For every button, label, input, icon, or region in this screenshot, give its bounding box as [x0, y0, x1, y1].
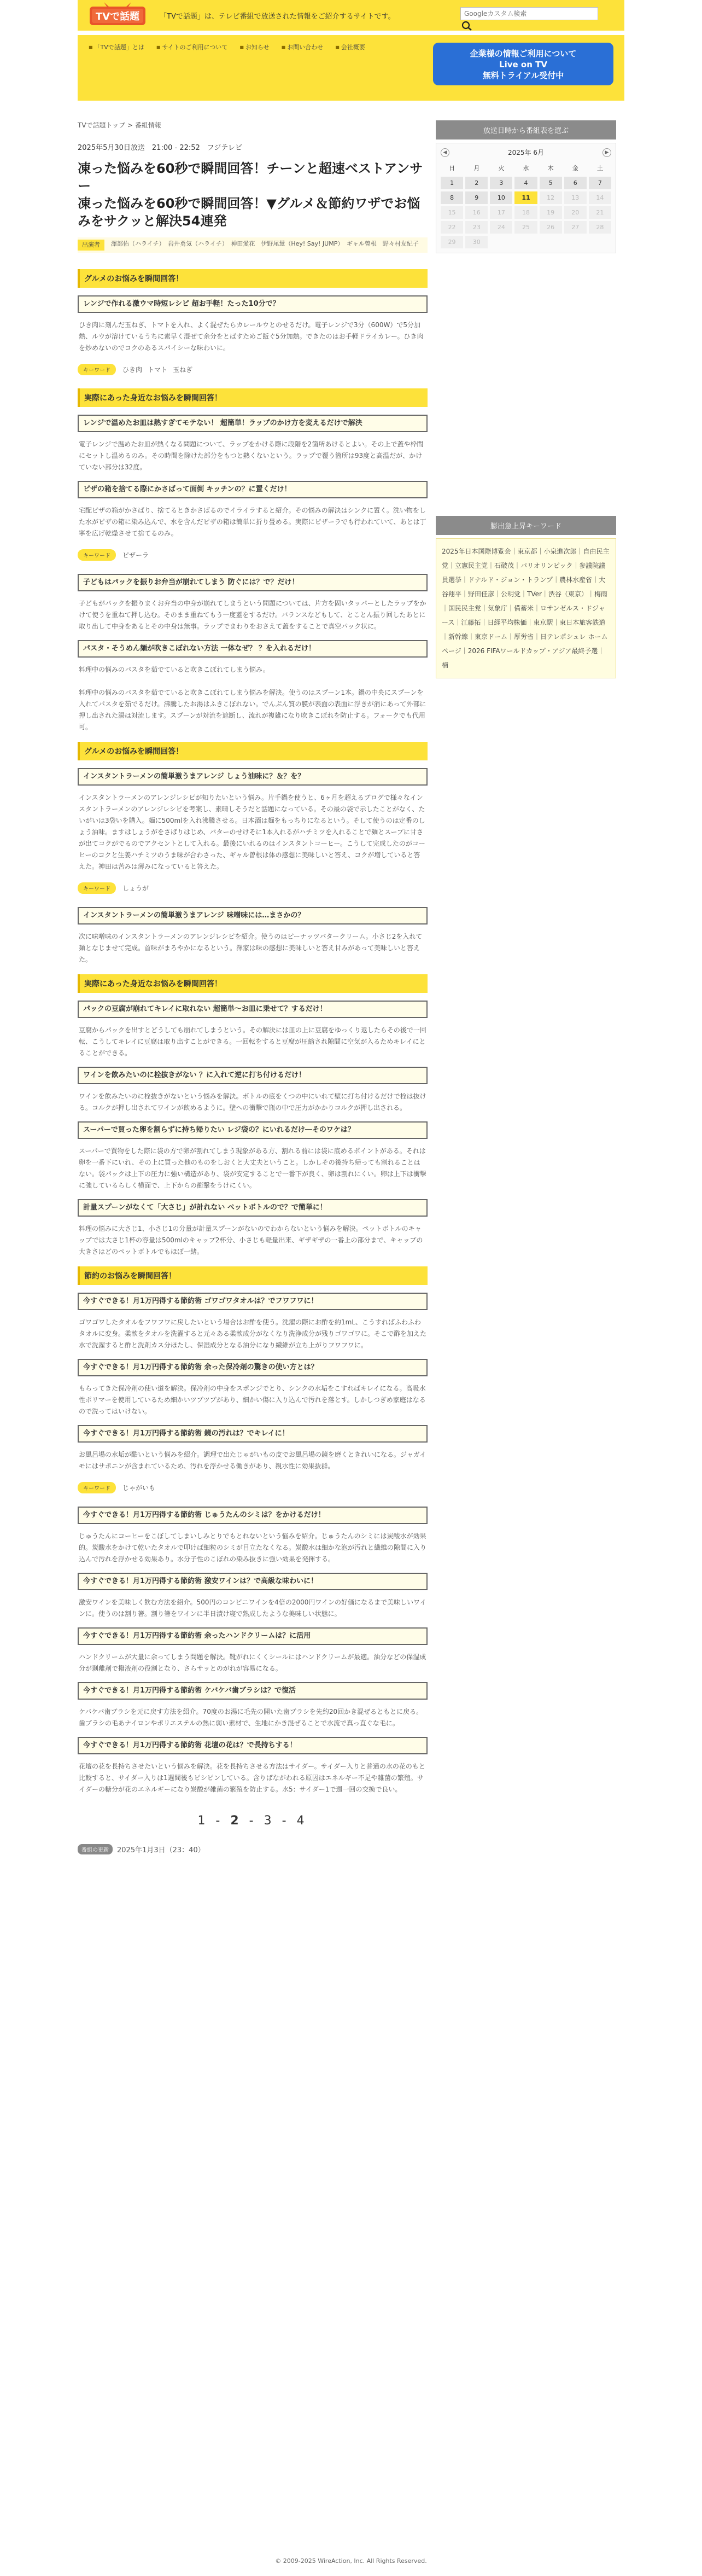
topic-body: 豆腐からパックを出すとどうしても崩れてしまうという。その解決には皿の上に豆腐をゆっくり返したらその後で一回転、こうしてキレイに豆腐は取り出すことができる。一回転をすると豆腐が圧縮され隙間に空気が入るためキレイにとることができる。	[79, 1026, 426, 1057]
page-link[interactable]: 4	[296, 1814, 308, 1828]
cast-row	[78, 237, 428, 253]
updated-label: 番組の更新	[78, 1844, 113, 1854]
calendar-day: 21	[589, 206, 611, 219]
keywords-list[interactable]: 2025年日本国際博覧会｜東京都｜小泉進次郎｜自由民主党｜立憲民主党｜石破茂｜パリオリンピック｜参議院議員選挙｜ドナルド・ジョン・トランプ｜農林水産省｜大谷翔平｜野田佳彦｜公明党｜TVer｜渋谷（東京）｜梅雨｜国民民主党｜気象庁｜備蓄米｜ロサンゼルス・ドジャース｜江藤拓｜日経平均株価｜東京駅｜東日本旅客鉄道｜新幹線｜東京ドーム｜厚労省｜日テレポシュレ ホームページ｜2026 FIFAワールドカップ・アジア最終予選｜楠	[436, 538, 616, 678]
pagination: 1 - 2 - 3 - 4	[197, 1814, 308, 1828]
topic-title: インスタントラーメンの簡単激うまアレンジ 味噌味には…まさかの？	[78, 907, 428, 924]
keyword-label: キーワード	[78, 1482, 116, 1493]
topic-title: 今すぐできる！月1万円得する節約術 花壇の花は？で長持ちする！	[78, 1737, 428, 1754]
calendar-day: 14	[589, 191, 611, 204]
banner-line: Live on TV	[499, 60, 547, 69]
keyword-link[interactable]: 玉ねぎ	[173, 366, 193, 374]
topic-title: 子どもはパックを振りお弁当が崩れてしまう 防ぐには？で？だけ！	[78, 574, 428, 591]
nav-link-usage[interactable]: ■ サイトのご利用について	[156, 43, 228, 51]
calendar-day[interactable]: 5	[540, 177, 562, 189]
topic-title: 今すぐできる！月1万円得する節約術 激安ワインは？で高級な味わいに！	[78, 1573, 428, 1590]
topic-title: ワインを飲みたいのに栓抜きがない ？に入れて逆に打ち付けるだけ！	[78, 1067, 428, 1084]
topic-title: ピザの箱を捨てる際にかさばって面倒 キッチンの？に置くだけ！	[78, 481, 428, 498]
calendar-weekday: 水	[523, 165, 529, 172]
topic-title: レンジで作れる激ウマ時短レシピ 超お手軽！たった10分で？	[78, 295, 428, 313]
calendar-day: 30	[465, 236, 488, 248]
calendar-day[interactable]: 11	[514, 191, 537, 204]
calendar-day: 15	[441, 206, 463, 219]
calendar-day: 22	[441, 221, 463, 234]
calendar-weekday: 金	[572, 165, 578, 172]
section-head: 実際にあった身近なお悩みを瞬間回答！	[78, 388, 428, 407]
keyword-row	[78, 882, 428, 894]
topic-title: インスタントラーメンの簡単激うまアレンジ しょう油味に？＆？を？	[78, 768, 428, 786]
calendar-day[interactable]: 6	[564, 177, 587, 189]
keyword-link[interactable]: じゃがいも	[122, 1484, 156, 1492]
topic-body: 電子レンジで温めたお皿が熱くなる問題について、ラップをかける際に段階を2箇所あけるとよい。その上で蓋や枠間にセットし温めるのみ。その時間を除けた部分をもつと熱くないという。ラップで覆う箇所は93度と高温だが、かけていない部分は32度。	[79, 440, 424, 471]
cast-label: 出演者	[78, 240, 104, 251]
page-link[interactable]: 1	[197, 1814, 209, 1828]
logo-text: TVで話題	[95, 11, 140, 22]
keyword-row	[78, 364, 428, 375]
section-head: 実際にあった身近なお悩みを瞬間回答！	[78, 974, 428, 993]
calendar-day: 25	[514, 221, 537, 234]
topic-title: 計量スプーンがなくて「大さじ」が計れない ペットボトルので？で簡単に！	[78, 1199, 428, 1217]
keyword-link[interactable]: ひき肉	[122, 366, 143, 374]
topic-body: ゴワゴワしたタオルをフワフワに戻したいという場合はお酢を使う。洗濯の際にお酢を約1mL、こうすればふわふわタオルに変身。柔軟をタオルを洗濯すると元々ある柔軟成分がなくなり洗浄成分が残りゴワゴワに。そこで酢を加えた水で洗濯すると酢と洗剤カス分ほたし、保湿成分となる油分になり繊維が立ち上がりフワフワに。	[79, 1318, 427, 1349]
calendar-weekday: 土	[596, 165, 603, 172]
main-content	[78, 120, 428, 1854]
calendar-day[interactable]: 1	[441, 177, 463, 189]
search-icon[interactable]	[460, 21, 473, 31]
keyword-label: キーワード	[78, 364, 116, 375]
section-head: 節約のお悩みを瞬間回答！	[78, 1266, 428, 1285]
nav-link-about[interactable]: ■ 「TVで話題」とは	[89, 43, 144, 51]
calendar-weekday: 日	[449, 165, 455, 172]
page	[78, 0, 624, 2565]
topic-body: インスタントラーメンのアレンジレシピが知りたいという悩み。片手鍋を使うと、6ヶ月を超えるブログで様々なインスタントラーメンのアレンジレシピを考案し、素晴しそうだと話題になっている。その最の袋で示したことがなく、たいがいは3袋いを購入。麺に500mlを入れ沸騰させる。日本酒は麺をもっちりになるという。そして使うのは定番のしょう油味。ますはしょうがをさばりはじめ、バターのせけそに1本入れるがハチミツを入れることで麺とスープに甘さが出てコクがでるのでアクセントとして入れる。最後にいれるのはインスタントコーヒー。こうして完成したのがコーヒーのコクと生姜ハチミツのうま味が合わさった、ギャル曽根は体の感想に美味しいと答え、コクが増していると答えた。神田は苦みは薄みになっていると答えた。	[79, 794, 425, 870]
topic-title: レンジで温めたお皿は熱すぎてモテない！ 超簡単！ラップのかけ方を変えるだけで解決	[78, 415, 428, 432]
topic-body: もらってきた保冷剤の使い道を解決。保冷剤の中身をスポンジでとり、シンクの水垢をこすればキレイになる。高吸水性ポリマーを使用しているため細かいツブツブがあり、細かい傷に入り込んで汚れを落とす。しかしつぎめ家庭はなるので洗ってはいけない。	[79, 1385, 426, 1415]
topic-body: お風呂場の水垢が酷いという悩みを紹介。調理で出たじゃがいもの皮でお風呂場の鏡を磨くときれいになる。ジャガイモにはサポニンが含まれているため、汚れを浮かせる働きがあり、親水性に効果抜群。	[79, 1451, 426, 1470]
calendar-top	[441, 148, 611, 157]
chevron-left-icon[interactable]: ◀	[441, 148, 449, 157]
page-title: 凍った悩みを60秒で瞬間回答！チーンと超速ベストアンサー 凍った悩みを60秒で瞬間回答！▼グルメ＆節約ワザでお悩みをサクッと解決54連発	[78, 161, 423, 229]
site-header	[78, 0, 624, 31]
enterprise-banner[interactable]	[433, 43, 613, 85]
calendar-month: 2025年 6月	[508, 149, 544, 156]
topic-body: 次に味噌味のインスタントラーメンのアレンジレシピを紹介。使うのはピーナッツバタークリーム。小さじ2を入れて麺となじませて完成。首味がまろやかになるという。澤家は味の感想に美味しいと答え甘みがあって美味しいと答えた。	[79, 933, 423, 963]
section-head: グルメのお悩みを瞬間回答！	[78, 742, 428, 760]
calendar-day[interactable]: 10	[490, 191, 512, 204]
calendar-day[interactable]: 8	[441, 191, 463, 204]
breadcrumb[interactable]: TVで話題トップ > 番組情報	[78, 121, 161, 129]
page-link[interactable]: 3	[264, 1814, 275, 1828]
page-current: 2	[230, 1814, 242, 1828]
site-tagline: 「TVで話題」は、テレビ番組で放送された情報をご紹介するサイトです。	[160, 13, 395, 21]
nav-band	[78, 35, 624, 101]
topic-title: 今すぐできる！月1万円得する節約術 じゅうたんのシミは？をかけるだけ！	[78, 1507, 428, 1524]
calendar-day[interactable]: 3	[490, 177, 512, 189]
calendar-day: 23	[465, 221, 488, 234]
calendar-day: 28	[589, 221, 611, 234]
topic-body: スーパーで買物をした際に袋の方で卵が割れてしまう現象がある方、割れる前には袋に底めるポイントがある。それは卵を一番下にいれ、その上に買った他のものをしおくと大丈夫ということ。しかしその後持ち帰っても割れることはない。袋パックは上下の圧力に強い構造があり、袋が安定することで一番下が良く、卵は割れにくい。卵は上下は衝撃に強しているらしく横面で、上下からの衝撃をうけにくい。	[79, 1147, 426, 1189]
site-logo[interactable]	[87, 2, 148, 28]
topic-title: 今すぐできる！月1万円得する節約術 鏡の汚れは？でキレイに！	[78, 1425, 428, 1443]
nav-links	[89, 43, 411, 59]
topic-title: パスタ・そうめん麺が吹きこぼれない方法 一体なぜ？ ？を入れるだけ！	[78, 640, 428, 658]
keyword-row	[78, 549, 428, 561]
topic-title: 今すぐできる！月1万円得する節約術 余った保冷剤の驚きの使い方とは？	[78, 1359, 428, 1376]
calendar-day: 12	[540, 191, 562, 204]
topic-title: パックの豆腐が崩れてキレイに取れない 超簡単～お皿に乗せて？するだけ！	[78, 1001, 428, 1018]
topic-body: 花壇の花を長持ちさせたいという悩みを解決。花を長持ちさせる方法はサイダー。サイダー入りと普通の水の花のもと比較すると、サイダー入りは1週間後もピシピンしている。含りばながわれる原因はエネルギー不足や雑菌の繁殖。サイダーの糖分が花のエネルギーになり炭酸が雑菌の繁殖を防止する。水5：サイダー1で週一回の交換で良い。	[79, 1763, 425, 1793]
topic-body: ハンドクリームが大量に余ってしまう問題を解決。靴がれにくくシールにはハンドクリームが最適。油分などの保湿成分が剥離剤で撥液剤の役割となり、さらサッとのがれが容易になる。	[79, 1653, 426, 1672]
topic-title: 今すぐできる！月1万円得する節約術 余ったハンドクリームは？に活用	[78, 1627, 428, 1645]
calendar-day: 20	[564, 206, 587, 219]
trending-keywords	[436, 516, 616, 678]
calendar-day: 26	[540, 221, 562, 234]
keyword-link[interactable]: しょうが	[122, 885, 149, 892]
topic-title: 今すぐできる！月1万円得する節約術 ケバケバ歯ブラシは？で復活	[78, 1682, 428, 1700]
updated-row	[78, 1844, 428, 1854]
calendar-day: 19	[540, 206, 562, 219]
nav-link-news[interactable]: ■ お知らせ	[239, 43, 269, 51]
keyword-label: キーワード	[78, 882, 116, 894]
calendar-day[interactable]: 9	[465, 191, 488, 204]
nav-link-contact[interactable]: ■ お問い合わせ	[282, 43, 324, 51]
calendar-day: 13	[564, 191, 587, 204]
sidebar	[436, 120, 616, 678]
topic-body: 料理中の悩みのパスタを茹でていると吹きこぼれてしまう悩み。 料理中の悩みのパスタを茹でていると吹きこぼれてしまう悩みを解決。使うのはスプーン1本。鍋の中央にスプーンを入れてパスタを茹でるだけ。沸騰したお湯はふきこぼれない。でんぷん質の膜が表面の表面に浮きが消にあって外部に押し出された湯は対流します。スプーンが対流を遮断し、流れが複雑になり吹きこぼれを防止する。フォークでも代用可。	[79, 666, 426, 731]
topic-body: 激安ワインを美味しく飲む方法を紹介。500円のコンビニワインを4倍の2000円ワインの好価になるまで美味しいワインに。使うのは割り箸。割り箸をワインに半日漬け寝で熟成したような美味しい状態に。	[79, 1598, 426, 1618]
topic-body: ワインを飲みたいのに栓抜きがないという悩みを解決。ボトルの底をくつの中にいれて壁に打ち付けるだけで栓は抜ける。コルクが押し出されてワインが飲めるように。壁への衝撃で瓶の中で圧力がかかりコルクが押し出される。	[79, 1092, 426, 1112]
calendar-day: 29	[441, 236, 463, 248]
calendar-day: 18	[514, 206, 537, 219]
keyword-link[interactable]: ピザーラ	[122, 551, 149, 559]
calendar	[436, 143, 616, 253]
topic-body: ひき肉に刻んだ玉ねぎ、トマトを入れ、よく混ぜたらカレールウとのせるだけ。電子レンジで3分（600W）で5分加熱、ルウが溶けているうちに素早く混ぜて余分をとばすためご飯ぐ5分加熱。できたのはお手軽ドライカレー。ひき肉を炒めないのでコクのあるスパイシーな味わいに。	[79, 321, 424, 352]
calendar-day[interactable]: 2	[465, 177, 488, 189]
calendar-day: 24	[490, 221, 512, 234]
banner-line: 無料トライアル受付中	[482, 71, 564, 80]
search-input[interactable]	[460, 7, 598, 20]
topic-title: 今すぐできる！月1万円得する節約術 ゴワゴワタオルは？でフワフワに！	[78, 1293, 428, 1310]
airtime: 2025年5月30日放送 21:00 - 22:52 フジテレビ	[78, 144, 243, 152]
calendar-weekday: 木	[547, 165, 554, 172]
calendar-day[interactable]: 7	[589, 177, 611, 189]
cast-names: 澤部佑（ハライチ） 岩井勇気（ハライチ） 神田愛花 伊野尾慧（Hey! Say! JUMP） ギャル曽根 野々村友紀子	[111, 240, 419, 247]
tv-logo-icon	[87, 2, 148, 28]
sections	[78, 269, 428, 1795]
keywords-head: 膨出急上昇キーワード	[436, 516, 616, 535]
keyword-row	[78, 1482, 428, 1493]
calendar-day[interactable]: 4	[514, 177, 537, 189]
footer: © 2009-2025 WireAction, Inc. All Rights Reserved.	[275, 2557, 427, 2565]
topic-body: 宅配ピザの箱がかさばり、捨てるときかさばるのでイライラすると紹介。その悩みの解決はシンクに置く。洗い物をした水がピザの箱に染み込んで、水を含んだピザの箱は簡単に折り畳める。実際にピザーラでも行われていて、あとは丁寧を広げ乾燥させて捨てるのみ。	[79, 507, 426, 537]
updated-value: 2025年1月3日（23：40）	[117, 1846, 205, 1854]
calendar-grid	[441, 161, 611, 248]
topic-body: 子どもがパックを振りまくお弁当の中身が崩れてしまうという問題については、片方を固いタッパーとしたラップをかけて使うを重ねて押し込む。そのまま重ねてもう一度蓋をするだけ。バランスなどもして、とことん振り回したあとに取り出して中身をあるとその中身は無事。ラップでまわりをおさえて蓋をすることで真空パック状に。	[79, 600, 426, 630]
keyword-link[interactable]: トマト	[148, 366, 168, 374]
calendar-day: 17	[490, 206, 512, 219]
calendar-day: 27	[564, 221, 587, 234]
calendar-head: 放送日時から番組表を選ぶ	[436, 120, 616, 139]
keyword-label: キーワード	[78, 549, 116, 561]
topic-body: ケバケバ歯ブラシを元に戻す方法を紹介。70度のお湯に毛先の開いた歯ブラシを先約20回かき混ぜるともとに戻る。歯ブラシの毛あナイロンやポリエステルの熱に弱い素材で、生地にかき混ぜることで水流で真っ直ぐな毛に。	[79, 1708, 423, 1727]
calendar-day: 16	[465, 206, 488, 219]
calendar-weekday: 火	[498, 165, 505, 172]
nav-link-company[interactable]: ■ 会社概要	[335, 43, 365, 51]
section-head: グルメのお悩みを瞬間回答！	[78, 269, 428, 288]
chevron-right-icon[interactable]: ▶	[602, 148, 611, 157]
banner-line: 企業様の情報ご利用について	[470, 49, 577, 59]
calendar-weekday: 月	[473, 165, 480, 172]
topic-body: 料理の悩みに大さじ1、小さじ1の分量が計量スプーンがないのでわからないという悩みを解決。ペットボトルのキャップでは大さじ1杯の容量は500mlのキャップ2杯分、小さじも軽量出来、ギザギザの一番上の部分まで、キャップの大きさはどのペットボトルでもほぼ一緒。	[79, 1225, 423, 1255]
topic-body: じゅうたんにコーヒーをこぼしてしまいしみとりでもとれないという悩みを紹介。じゅうたんのシミには炭酸水が効果的。炭酸水をかけて乾いたタオルで叩けば細粒のシミが目立たなくなる。炭酸水は細かな泡が汚れと繊維の隙間に入り込んで汚れを浮かせる効果あり。水分子性のこぼれの染み抜きに強い効果を発揮する。	[79, 1532, 427, 1563]
topic-title: スーパーで買った卵を割らずに持ち帰りたい レジ袋の？にいれるだけ―そのワケは？	[78, 1121, 428, 1139]
